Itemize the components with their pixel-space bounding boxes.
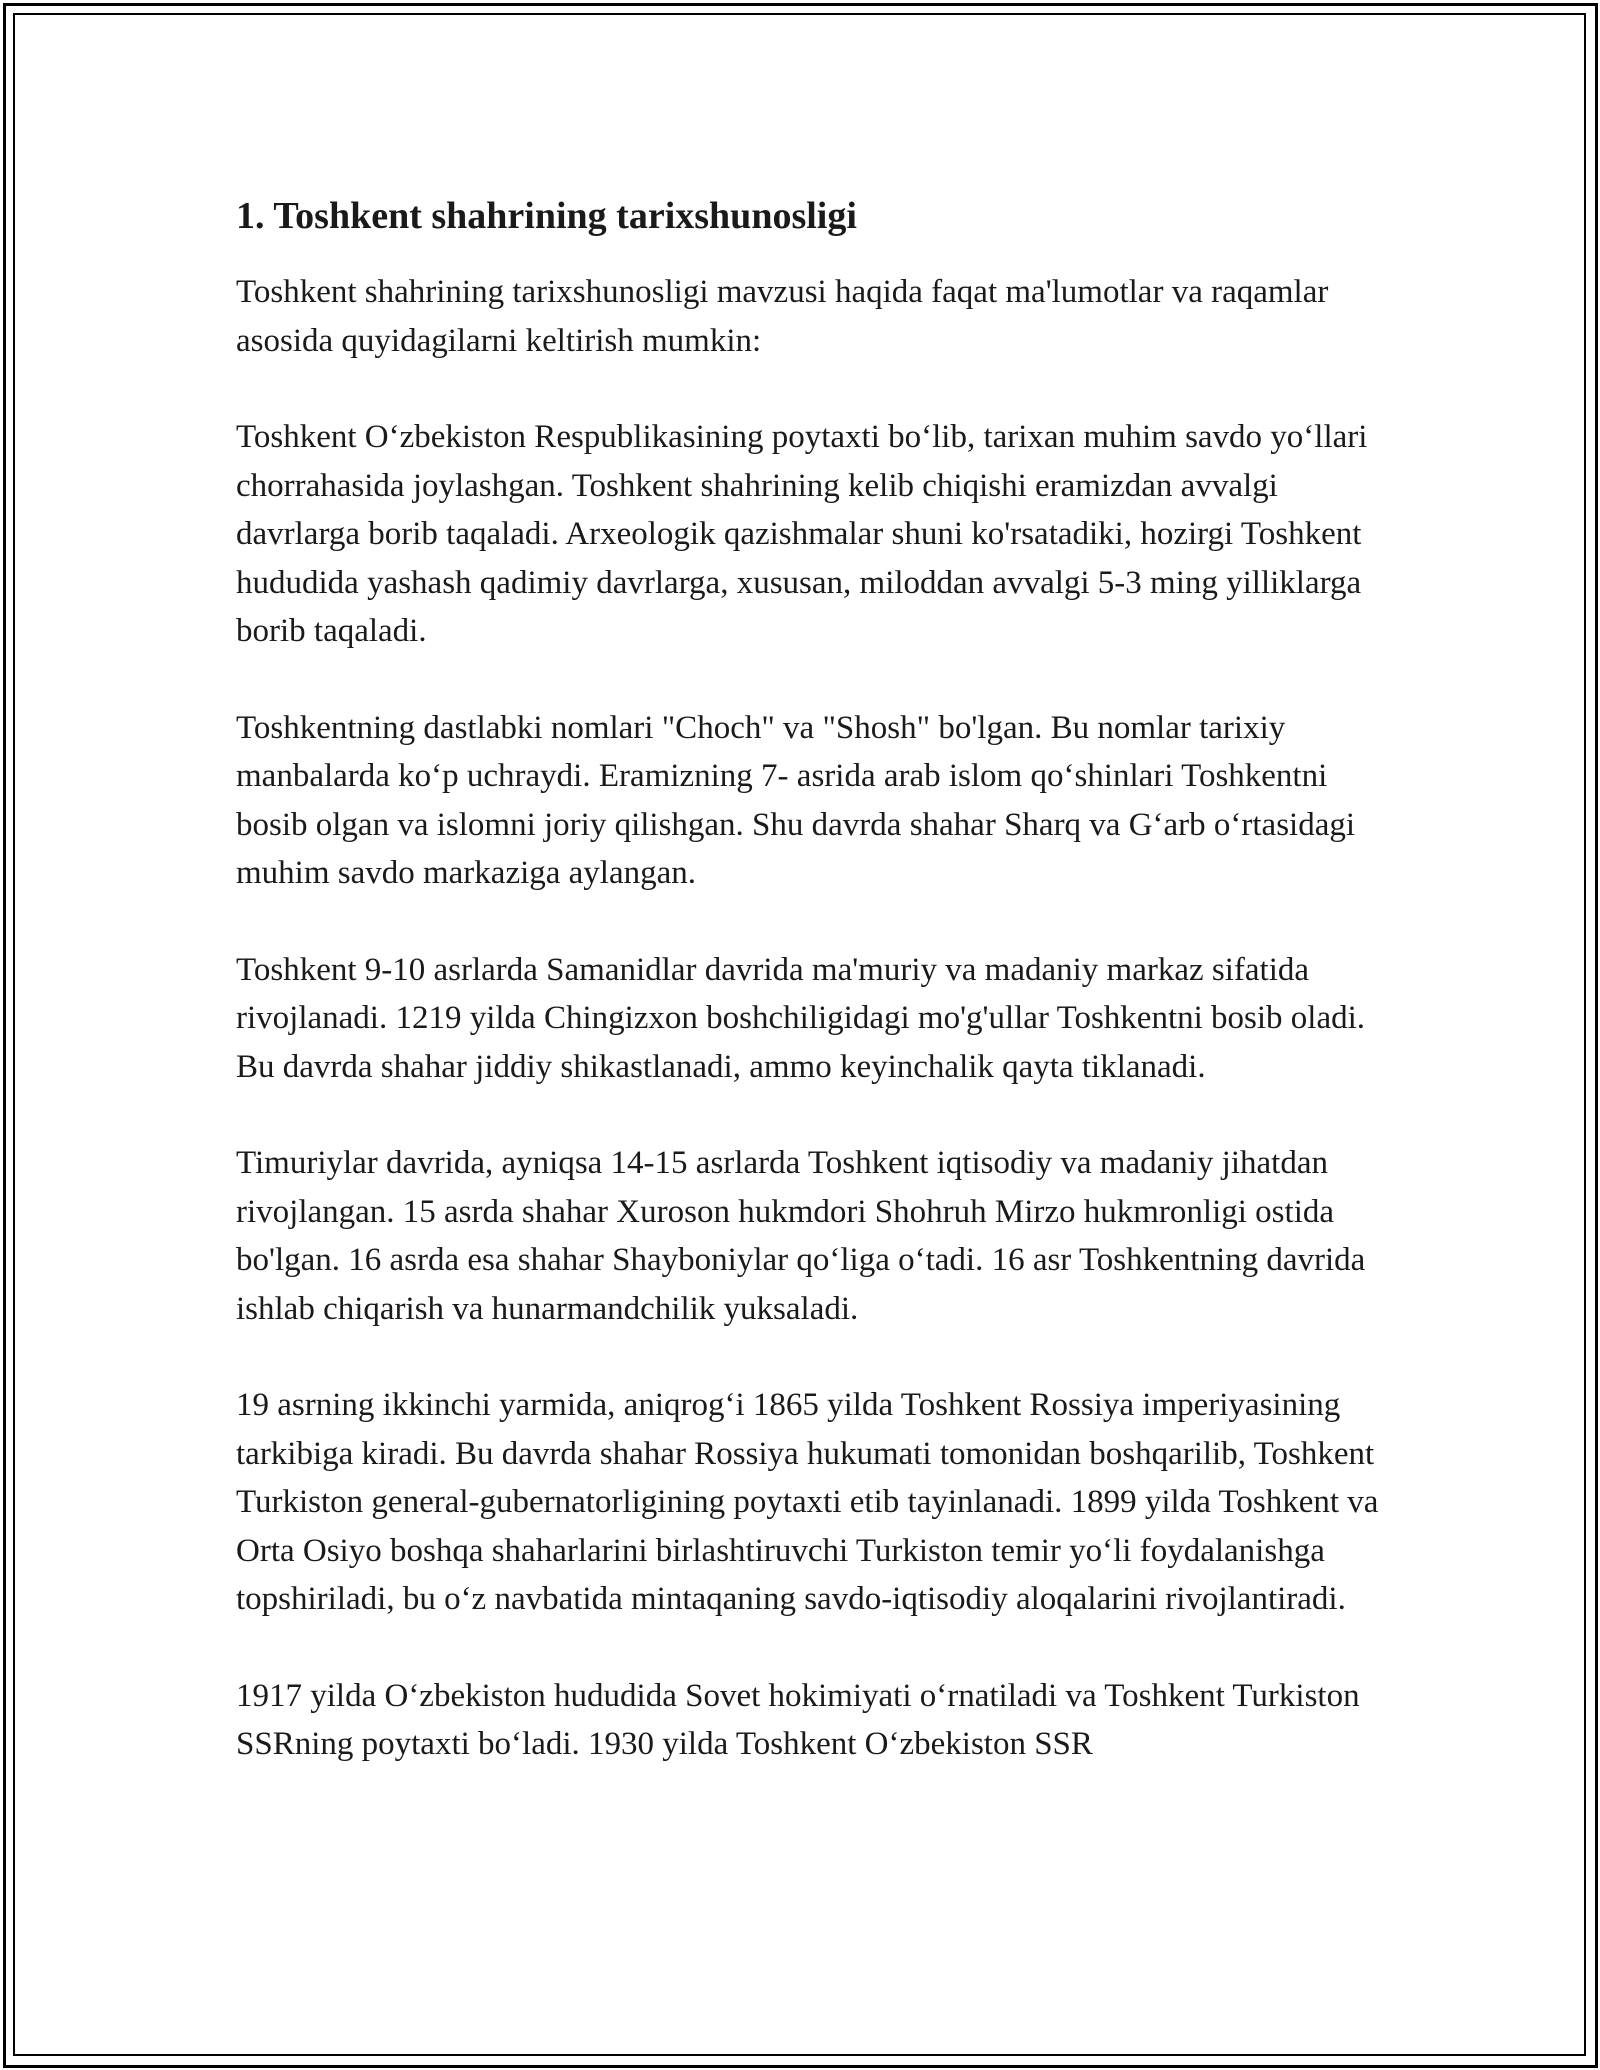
paragraph-russian-empire: 19 asrning ikkinchi yarmida, aniqrog‘i 1865 yilda Toshkent Rossiya imperiyasining tarkibiga kiradi. Bu davrda shahar Rossiya hukumati tomonidan boshqarilib, Toshkent Turkiston general-gubernatorligining poytaxti etib tayinlanadi. 1899 yilda Toshkent va Orta Osiyo boshqa shaharlarini birlashtiruvchi Turkiston temir yo‘li foydalanishga topshiriladi, bu o‘z navbatida mintaqaning savdo-iqtisodiy aloqalarini rivojlantiradi. <box>236 1387 1379 1617</box>
paragraph-samanids: Toshkent 9-10 asrlarda Samanidlar davrida ma'muriy va madaniy markaz sifatida rivojlanadi. 1219 yilda Chingizxon boshchiligidagi mo'g'ullar Toshkentni bosib oladi. Bu davrda shahar jiddiy shikastlanadi, ammo keyinchalik qayta tiklanadi. <box>236 951 1366 1085</box>
section-heading: 1. Toshkent shahrining tarixshunosligi <box>236 195 857 237</box>
intro-paragraph: Toshkent shahrining tarixshunosligi mavzusi haqida faqat ma'lumotlar va raqamlar asosida quyidagilarni keltirish mumkin: <box>236 274 1329 359</box>
document-body <box>236 186 1396 1817</box>
paragraph-timurids: Timuriylar davrida, ayniqsa 14-15 asrlarda Toshkent iqtisodiy va madaniy jihatdan rivojlangan. 15 asrda shahar Xuroson hukmdori Shohruh Mirzo hukmronligi ostida bo'lgan. 16 asrda esa shahar Shayboniylar qo‘liga o‘tadi. 16 asr Toshkentning davrida ishlab chiqarish va hunarmandchilik yuksaladi. <box>236 1145 1366 1327</box>
paragraph-soviet-period: 1917 yilda O‘zbekiston hududida Sovet hokimiyati o‘rnatiladi va Toshkent Turkiston SSRning poytaxti bo‘ladi. 1930 yilda Toshkent O‘zbekiston SSR <box>236 1677 1360 1762</box>
paragraph-origins: Toshkent O‘zbekiston Respublikasining poytaxti bo‘lib, tarixan muhim savdo yo‘llari chorrahasida joylashgan. Toshkent shahrining kelib chiqishi eramizdan avvalgi davrlarga borib taqaladi. Arxeologik qazishmalar shuni ko'rsatadiki, hozirgi Toshkent hududida yashash qadimiy davrlarga, xususan, miloddan avvalgi 5-3 ming yilliklarga borib taqaladi. <box>236 419 1368 649</box>
paragraph-early-names: Toshkentning dastlabki nomlari "Choch" va "Shosh" bo'lgan. Bu nomlar tarixiy manbalarda ko‘p uchraydi. Eramizning 7- asrida arab islom qo‘shinlari Toshkentni bosib olgan va islomni joriy qilishgan. Shu davrda shahar Sharq va G‘arb o‘rtasidagi muhim savdo markaziga aylangan. <box>236 709 1356 891</box>
